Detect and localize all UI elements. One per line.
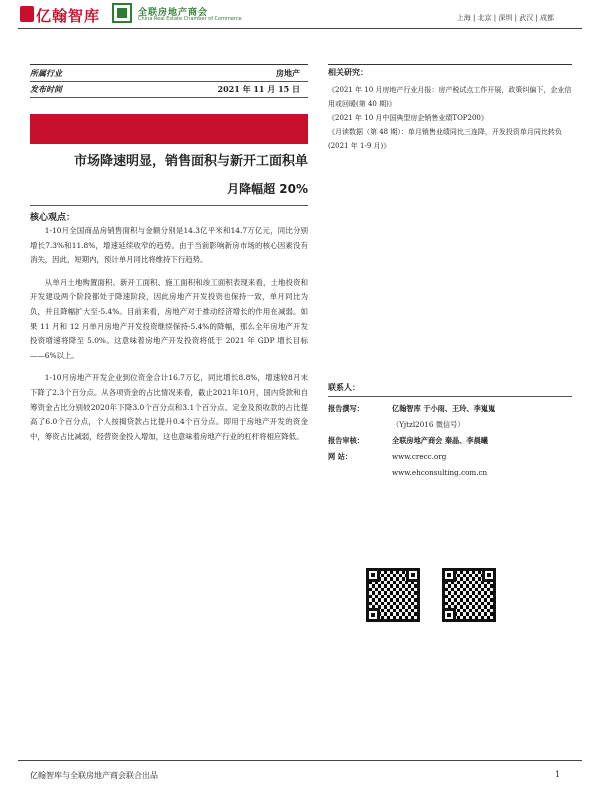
brand-ehconsulting: 亿翰智库 <box>36 7 101 25</box>
meta-top-rule <box>30 64 308 65</box>
core-paragraph-2: 从单月土地购置面积、新开工面积、施工面积和竣工面积表现来看，土地投资和开发建设两个阶段都处于降速阶段，因此房地产开发投资也保持一致，单月同比为负，并且降幅扩大至-5.4%。目前来看，房地产对于推动经济增长的作用在减弱。如果 11 月和 12 月单月房地产开发投资继续保持-5.4%的降幅，那么全年房地产开发投资增速将降至 5.0%。这意味着房地产开发投资将低于 2021 年 GDP 增长目标——6%以上。 <box>30 277 308 360</box>
industry-label: 所属行业 <box>30 68 62 78</box>
qr-code-ehconsulting <box>366 568 420 622</box>
header-divider <box>18 28 582 29</box>
core-heading: 核心观点： <box>30 213 76 223</box>
related-top-rule <box>328 64 572 65</box>
report-title-line2: 月降幅超 20% <box>227 182 308 196</box>
writer-label: 报告撰写： <box>328 404 364 413</box>
title-divider <box>30 205 308 206</box>
brand-crecc: 全联房地产商会 <box>138 8 209 18</box>
review-label: 报告审核： <box>328 436 364 445</box>
qr-code-crecc <box>442 568 496 622</box>
title-red-banner <box>30 114 308 144</box>
report-title-line1: 市场降速明显，销售面积与新开工面积单 <box>73 154 308 169</box>
website-link-2[interactable]: www.ehconsulting.com.cn <box>392 468 488 477</box>
meta-mid-rule <box>30 81 308 82</box>
industry-value: 房地产 <box>276 68 300 78</box>
footer-text: 亿翰智库与全联房地产商会联合出品 <box>30 771 158 780</box>
website-link-1[interactable]: www.crecc.org <box>392 452 447 461</box>
footer-divider <box>18 760 582 761</box>
date-value: 2021 年 11 月 15 日 <box>217 84 300 94</box>
related-heading: 相关研究： <box>328 67 368 77</box>
meta-bottom-rule <box>30 97 308 98</box>
related-item[interactable]: 《月读数据（第 48 期）：单月销售业绩同比三连降，开发投资单月同比转负(2021 年 1-9 月)》 <box>328 128 562 150</box>
writer-wechat: （Yjtzl2016 微信号） <box>392 420 465 429</box>
website-label: 网 站： <box>328 452 353 461</box>
date-label: 发布时间 <box>30 84 62 94</box>
core-paragraph-3: 1-10月房地产开发企业到位资金合计16.7万亿，同比增长8.8%，增速较8月末下降了2.3个百分点。从各项资金的占比情况来看，截止2021年10月，国内贷款和自筹资金占比分别较2020年下降3.0个百分点和3.1个百分点。定金及预收款的占比提高了6.0个百分点，个人按揭贷款占比提升0.4个百分点。即用于房地产开发的资金中，筹资占比减弱，经营资金投入增加，这也意味着房地产行业的杠杆将相应降低。 <box>30 373 308 441</box>
contacts-heading: 联系人： <box>328 382 360 392</box>
core-paragraph-1: 1-10月全国商品房销售面积与金额分别是14.3亿平米和14.7万亿元，同比分别增长7.3%和11.8%，增速延续收窄的趋势。由于当前影响新房市场的核心因素没有消失，因此，短期内，预计单月同比将维持下行趋势。 <box>30 226 308 265</box>
related-item[interactable]: 《2021 年 10 月中国典型房企销售业绩TOP200》 <box>328 114 488 122</box>
brand-crecc-en: China Real Estate Chamber of Commerce <box>138 16 242 22</box>
review-value: 全联房地产商会 秦晶、李晨曦 <box>392 436 488 445</box>
crecc-logo-icon <box>112 3 132 23</box>
writer-value: 亿翰智库 于小雨、王玲、李嵬嵬 <box>392 404 496 413</box>
core-body <box>30 224 308 444</box>
ehconsulting-logo-icon <box>20 6 34 22</box>
page-number: 1 <box>554 770 560 779</box>
contacts-rule <box>328 396 572 397</box>
related-list <box>328 83 572 153</box>
related-item[interactable]: 《2021 年 10 月房地产行业月报：房产税试点工作开展，政策纠偏下，企业信用或回暖(第 40 期)》 <box>328 86 572 108</box>
office-cities: 上海 | 北京 | 深圳 | 武汉 | 成都 <box>456 14 554 22</box>
